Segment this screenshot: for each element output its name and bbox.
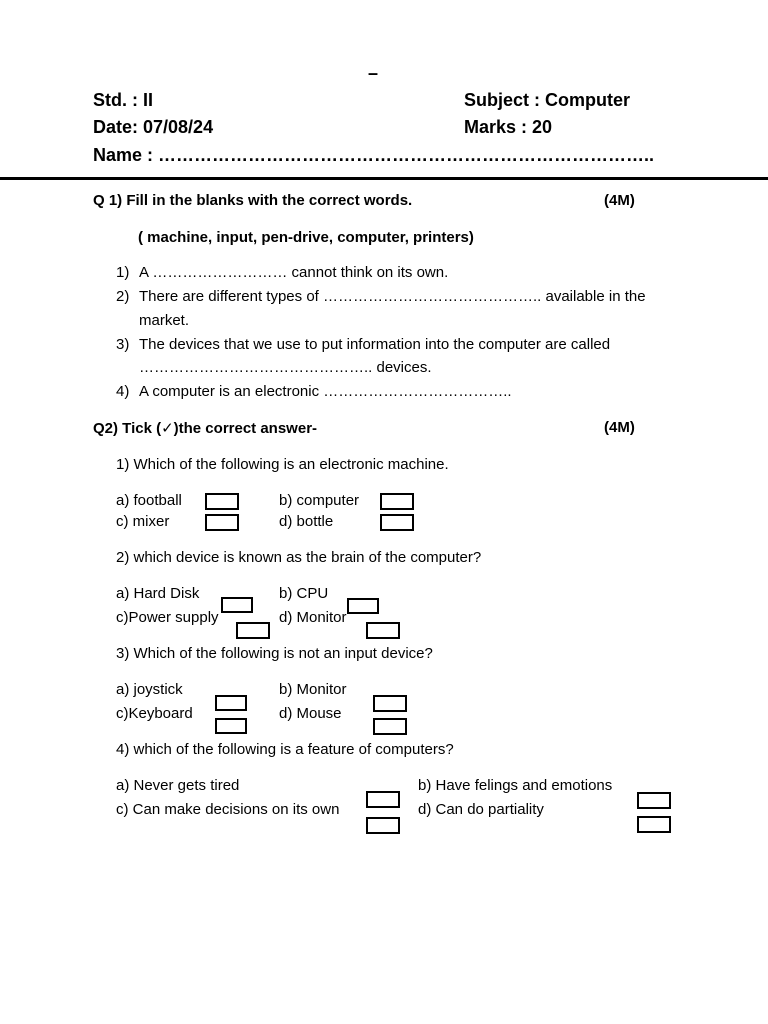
q1-item-2-text: There are different types of …………………………………….. available in the: [139, 288, 646, 305]
q1-item-3-text: The devices that we use to put information into the computer are called: [139, 336, 611, 353]
q2-2-checkbox-b[interactable]: [347, 598, 379, 614]
q2-4-checkbox-a[interactable]: [366, 791, 400, 808]
q2-4-checkbox-d[interactable]: [637, 816, 671, 833]
q2-1-option-a: a) football: [116, 492, 182, 509]
q2-2-checkbox-c[interactable]: [236, 622, 270, 639]
q2-question-2: 2) which device is known as the brain of the computer?: [116, 549, 482, 566]
q2-2-option-b: b) CPU: [279, 585, 329, 602]
q1-item-2-num: 2): [116, 288, 130, 305]
q2-title: Q2) Tick (✓)the correct answer-: [93, 420, 318, 437]
std-label: Std. : II: [93, 90, 153, 110]
q2-1-option-c: c) mixer: [116, 513, 170, 530]
q2-question-4: 4) which of the following is a feature of computers?: [116, 741, 454, 758]
q2-3-option-b: b) Monitor: [279, 681, 347, 698]
q2-1-checkbox-d[interactable]: [380, 514, 414, 531]
q1-item-3-cont: ……………………………………….. devices.: [139, 359, 432, 376]
q2-4-checkbox-b[interactable]: [637, 792, 671, 809]
q2-2-option-c: c)Power supply: [116, 609, 219, 626]
q2-4-option-d: d) Can do partiality: [418, 801, 544, 818]
q2-3-checkbox-c[interactable]: [215, 718, 247, 734]
q2-4-option-b: b) Have felings and emotions: [418, 777, 613, 794]
q2-marks: (4M): [604, 419, 635, 436]
q1-item-1-num: 1): [116, 264, 130, 281]
q1-item-1-text: A ……………………… cannot think on its own.: [139, 264, 449, 281]
q2-2-option-d: d) Monitor: [279, 609, 347, 626]
q1-word-bank: ( machine, input, pen-drive, computer, printers): [138, 229, 474, 246]
header-dash: –: [368, 63, 379, 83]
q2-2-checkbox-d[interactable]: [366, 622, 400, 639]
q2-3-checkbox-b[interactable]: [373, 695, 407, 712]
q2-1-option-d: d) bottle: [279, 513, 334, 530]
q2-2-option-a: a) Hard Disk: [116, 585, 200, 602]
q2-4-checkbox-c[interactable]: [366, 817, 400, 834]
q1-item-4-text: A computer is an electronic ………………………………..: [139, 383, 512, 400]
q2-1-checkbox-b[interactable]: [380, 493, 414, 510]
q1-title: Q 1) Fill in the blanks with the correct words.: [93, 192, 413, 209]
q2-question-3: 3) Which of the following is not an input device?: [116, 645, 433, 662]
q2-1-checkbox-c[interactable]: [205, 514, 239, 531]
q1-item-2-cont: market.: [139, 312, 190, 329]
name-field: Name : ………………………………………………………………………..: [93, 145, 655, 165]
marks-label: Marks : 20: [464, 117, 553, 137]
q2-1-checkbox-a[interactable]: [205, 493, 239, 510]
q1-item-4-num: 4): [116, 383, 130, 400]
q2-4-option-c: c) Can make decisions on its own: [116, 801, 340, 818]
q2-3-checkbox-a[interactable]: [215, 695, 247, 711]
q2-question-1: 1) Which of the following is an electronic machine.: [116, 456, 449, 473]
q1-item-3-num: 3): [116, 336, 130, 353]
subject-label: Subject : Computer: [464, 90, 631, 110]
header-divider: [0, 177, 768, 180]
q2-1-option-b: b) computer: [279, 492, 360, 509]
q2-3-option-d: d) Mouse: [279, 705, 342, 722]
date-label: Date: 07/08/24: [93, 117, 214, 137]
q2-3-checkbox-d[interactable]: [373, 718, 407, 735]
q2-3-option-c: c)Keyboard: [116, 705, 193, 722]
q2-3-option-a: a) joystick: [116, 681, 183, 698]
q2-2-checkbox-a[interactable]: [221, 597, 253, 613]
q1-marks: (4M): [604, 192, 635, 209]
q2-4-option-a: a) Never gets tired: [116, 777, 240, 794]
